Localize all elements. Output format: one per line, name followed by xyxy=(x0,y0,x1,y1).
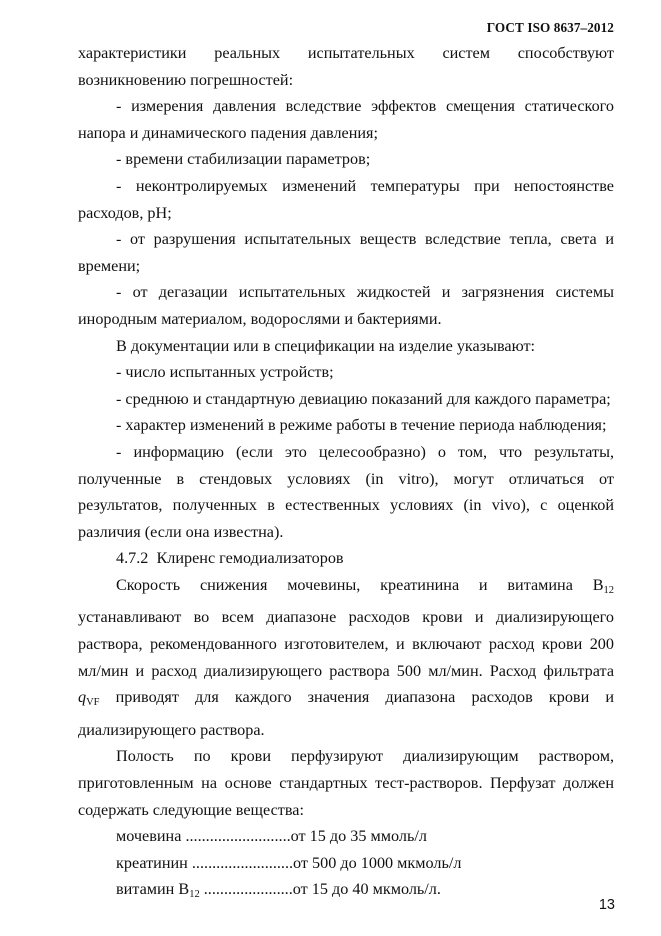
section-heading: 4.7.2 Клиренс гемодиализаторов xyxy=(116,549,344,568)
substance-urea: мочевина ..........................от 15 до 35 ммоль/л xyxy=(116,827,427,846)
page-body xyxy=(78,40,614,909)
error-item-1: - измерения давления вследствие эффектов смещения статического напора и динамического падения давления; xyxy=(78,97,614,142)
error-item-3: - неконтролируемых изменений температуры при непостоянстве расходов, pH; xyxy=(78,176,614,222)
intro-paragraph: характеристики реальных испытательных систем способствуют возникновению погрешностей: xyxy=(78,44,614,89)
clearance-paragraph: Скорость снижения мочевины, креатинина и витамина $B_{12}$ устанавливают во всем диапазоне расходов крови и диализирующего раствора, рекомендованного изготовителем, и включают расход крови 200 мл/мин и расход диализирующего раствора 500 мл/мин. Расход фильтрата $q_{VF}$ приводят для каждого значения диапазона расходов крови и диализирующего раствора. xyxy=(78,575,614,739)
perfusion-paragraph: Полость по крови перфузируют диализирующим раствором, приготовленным на основе стандартных тест-растворов. Перфузат должен содержать следующие вещества: xyxy=(78,747,614,819)
doc-item-4: - информацию (если это целесообразно) о том, что результаты, полученные в стендовых условиях (in vitro), могут отличаться от результатов, полученных в естественных условиях (in vivo), с оценкой различия (если она известна). xyxy=(78,442,614,541)
doc-item-2: - среднюю и стандартную девиацию показаний для каждого параметра; xyxy=(116,389,611,408)
substance-creatinine: креатинин .........................от 500 до 1000 мкмоль/л xyxy=(116,853,462,872)
standard-header: ГОСТ ISO 8637–2012 xyxy=(486,20,614,35)
page-number: 13 xyxy=(598,897,615,913)
error-item-2: - времени стабилизации параметров; xyxy=(116,150,371,169)
doc-item-1: - число испытанных устройств; xyxy=(116,363,334,382)
documentation-intro: В документации или в спецификации на изделие указывают: xyxy=(116,336,536,355)
substance-vitamin: витамин $B_{12}$ ......................от 15 до 40 мкмоль/л. xyxy=(116,880,441,901)
error-item-4: - от разрушения испытательных веществ вследствие тепла, света и времени; xyxy=(78,230,614,275)
error-item-5: - от дегазации испытательных жидкостей и загрязнения системы инородным материалом, водорослями и бактериями. xyxy=(78,283,614,328)
doc-item-3: - характер изменений в режиме работы в течение периода наблюдения; xyxy=(116,416,607,435)
